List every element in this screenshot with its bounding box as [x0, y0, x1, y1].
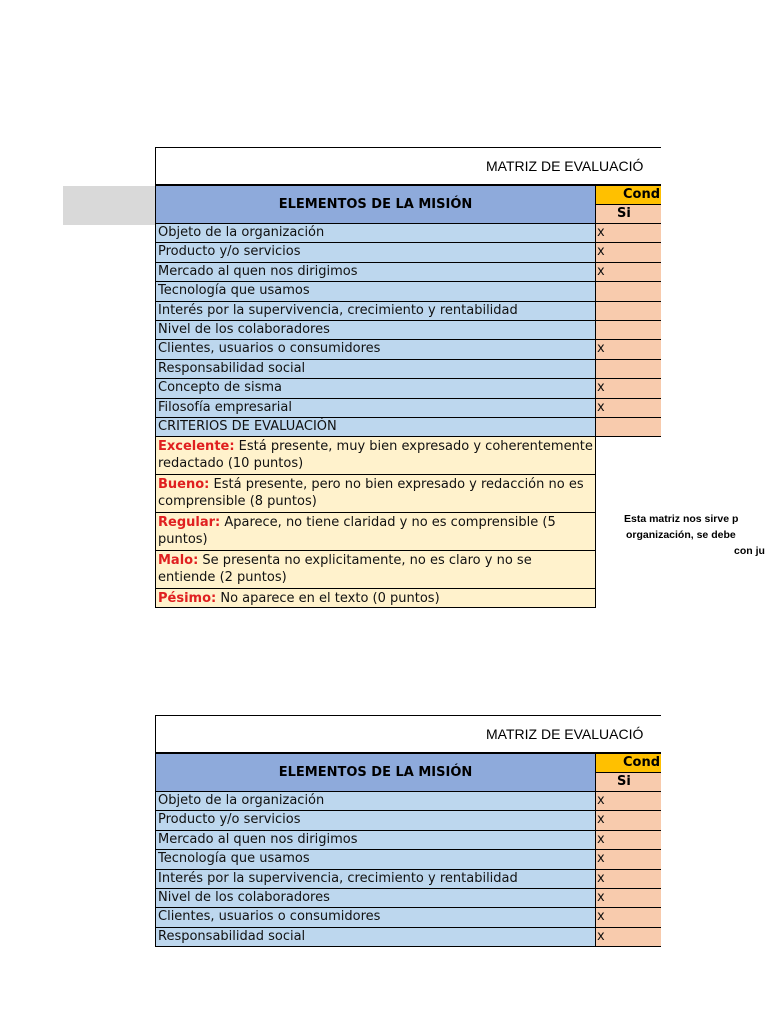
elements-header[interactable]: ELEMENTOS DE LA MISIÓN [155, 753, 596, 792]
criteria-description: Está presente, pero no bien expresado y redacción no es comprensible (8 puntos) [158, 477, 584, 509]
element-label-cell[interactable]: Filosofía empresarial [155, 399, 596, 418]
criteria-description: Está presente, muy bien expresado y coherentemente redactado (10 puntos) [158, 439, 593, 471]
elements-header[interactable]: ELEMENTOS DE LA MISIÓN [155, 185, 596, 224]
table-row [155, 850, 661, 869]
table-row [155, 263, 661, 282]
si-mark-cell[interactable]: x [596, 243, 661, 262]
criteria-level: Malo: [158, 553, 199, 568]
si-mark-cell[interactable]: x [596, 263, 661, 282]
criteria-description: Se presenta no explicitamente, no es claro y no se entiende (2 puntos) [158, 553, 532, 585]
si-mark-cell[interactable]: x [596, 831, 661, 850]
element-label-cell[interactable]: Mercado al quen nos dirigimos [155, 263, 596, 282]
table-row [155, 870, 661, 889]
criteria-item[interactable] [155, 437, 596, 475]
si-header[interactable]: Si [596, 205, 661, 224]
matrix-title-cell[interactable] [155, 147, 661, 185]
element-label-cell[interactable]: CRITERIOS DE EVALUACIÓN [155, 418, 596, 437]
si-mark-cell[interactable] [596, 302, 661, 321]
table-row [155, 282, 661, 301]
matrix-title-cell[interactable] [155, 715, 661, 753]
element-label-cell[interactable]: Responsabilidad social [155, 928, 596, 947]
condition-header[interactable]: Cond [596, 753, 661, 773]
element-label-cell[interactable]: Clientes, usuarios o consumidores [155, 908, 596, 927]
element-label-cell[interactable]: Nivel de los colaboradores [155, 889, 596, 908]
si-mark-cell[interactable]: x [596, 340, 661, 359]
matrix-note [606, 511, 768, 559]
table-row [155, 340, 661, 359]
criteria-item[interactable] [155, 589, 596, 608]
table-row [155, 302, 661, 321]
criteria-item[interactable] [155, 513, 596, 551]
element-label-cell[interactable]: Producto y/o servicios [155, 243, 596, 262]
element-label-cell[interactable]: Tecnología que usamos [155, 850, 596, 869]
table-row [155, 418, 661, 437]
element-label-cell[interactable]: Responsabilidad social [155, 360, 596, 379]
table-row [155, 360, 661, 379]
element-label-cell[interactable]: Producto y/o servicios [155, 811, 596, 830]
criteria-description: No aparece en el texto (0 puntos) [216, 591, 440, 606]
si-mark-cell[interactable]: x [596, 928, 661, 947]
si-mark-cell[interactable]: x [596, 399, 661, 418]
criteria-level: Pésimo: [158, 591, 217, 606]
criteria-description: Aparece, no tiene claridad y no es comprensible (5 puntos) [158, 515, 556, 547]
table-row [155, 811, 661, 830]
condition-header[interactable]: Cond [596, 185, 661, 205]
matrix-title: MATRIZ DE EVALUACIÓ [486, 158, 644, 174]
criteria-level: Bueno: [158, 477, 210, 492]
matrix-rows [155, 792, 661, 947]
table-row [155, 889, 661, 908]
element-label-cell[interactable]: Interés por la supervivencia, crecimiento y rentabilidad [155, 870, 596, 889]
element-label-cell[interactable]: Nivel de los colaboradores [155, 321, 596, 340]
table-row [155, 379, 661, 398]
si-mark-cell[interactable] [596, 360, 661, 379]
element-label-cell[interactable]: Mercado al quen nos dirigimos [155, 831, 596, 850]
note-line: con ju [734, 545, 765, 557]
criteria-list [155, 437, 596, 608]
matrix-title: MATRIZ DE EVALUACIÓ [486, 726, 644, 742]
element-label-cell[interactable]: Objeto de la organización [155, 792, 596, 811]
table-row [155, 224, 661, 243]
si-mark-cell[interactable]: x [596, 889, 661, 908]
element-label-cell[interactable]: Interés por la supervivencia, crecimiento y rentabilidad [155, 302, 596, 321]
si-mark-cell[interactable] [596, 282, 661, 301]
note-line: organización, se debe [626, 529, 736, 541]
criteria-level: Regular: [158, 515, 221, 530]
si-mark-cell[interactable]: x [596, 224, 661, 243]
criteria-item[interactable] [155, 551, 596, 589]
matrix-rows [155, 224, 661, 437]
note-line: Esta matriz nos sirve p [624, 513, 739, 525]
si-mark-cell[interactable]: x [596, 850, 661, 869]
si-header[interactable]: Si [596, 773, 661, 792]
table-row [155, 908, 661, 927]
si-mark-cell[interactable]: x [596, 792, 661, 811]
criteria-item[interactable] [155, 475, 596, 513]
si-mark-cell[interactable] [596, 418, 661, 437]
table-row [155, 399, 661, 418]
si-mark-cell[interactable]: x [596, 870, 661, 889]
table-row [155, 243, 661, 262]
si-mark-cell[interactable]: x [596, 811, 661, 830]
element-label-cell[interactable]: Clientes, usuarios o consumidores [155, 340, 596, 359]
table-row [155, 792, 661, 811]
element-label-cell[interactable]: Tecnología que usamos [155, 282, 596, 301]
table-row [155, 928, 661, 947]
table-row [155, 321, 661, 340]
table-row [155, 831, 661, 850]
si-mark-cell[interactable]: x [596, 379, 661, 398]
element-label-cell[interactable]: Objeto de la organización [155, 224, 596, 243]
si-mark-cell[interactable] [596, 321, 661, 340]
si-mark-cell[interactable]: x [596, 908, 661, 927]
element-label-cell[interactable]: Concepto de sisma [155, 379, 596, 398]
gray-selection-block [63, 186, 156, 225]
criteria-level: Excelente: [158, 439, 235, 454]
